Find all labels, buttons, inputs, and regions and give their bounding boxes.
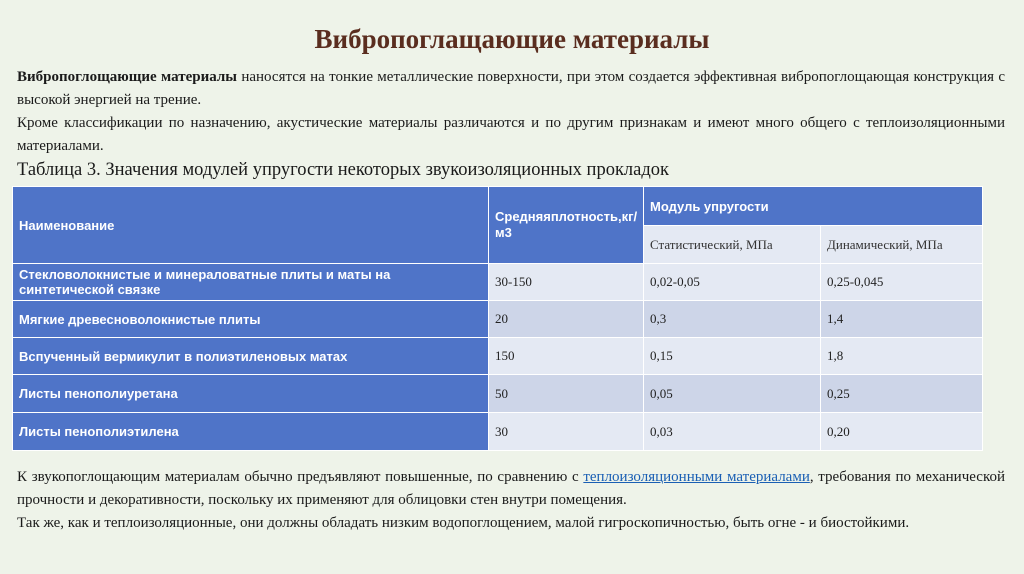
intro-text-1: наносятся на тонкие металлические поверхности, при этом создается эффективная вибропоглощающая конструкция с высокой энергией на трение. [17, 69, 1005, 108]
row-name: Листы пенополиэтилена [13, 413, 489, 451]
row-dynamic: 0,25-0,045 [821, 264, 983, 301]
row-static: 0,03 [644, 413, 821, 451]
intro-paragraph-2: Кроме классификации по назначению, акустические материалы различаются и по другим признакам и имеют много общего с теплоизоляционными материалами. [17, 115, 1005, 154]
row-static: 0,3 [644, 301, 821, 338]
elasticity-table [12, 186, 983, 451]
table-caption: Таблица 3. Значения модулей упругости некоторых звукоизоляционных прокладок [17, 160, 670, 180]
row-static: 0,02-0,05 [644, 264, 821, 301]
row-density: 30 [489, 413, 644, 451]
bold-term: Вибропоглощающие материалы [17, 69, 238, 85]
row-static: 0,05 [644, 375, 821, 413]
row-name: Листы пенополиуретана [13, 375, 489, 413]
table-row [13, 338, 983, 375]
row-name: Мягкие древесноволокнистые плиты [13, 301, 489, 338]
outro-text-before: К звукопоглощающим материалам обычно предъявляют повышенные, по сравнению с [17, 469, 584, 485]
row-dynamic: 1,4 [821, 301, 983, 338]
outro-text-after: , требования по механической прочности и декоративности, поскольку их применяют для облицовки стен внутри помещения. [17, 469, 1005, 508]
row-dynamic: 0,20 [821, 413, 983, 451]
table-row [13, 413, 983, 451]
subheader-dynamic: Динамический, МПа [821, 226, 983, 264]
table-row [13, 301, 983, 338]
insulation-materials-link[interactable]: теплоизоляционными материалами [583, 469, 810, 485]
header-modulus: Модуль упругости [644, 187, 983, 226]
outro-paragraph-1 [17, 466, 1005, 512]
row-static: 0,15 [644, 338, 821, 375]
subheader-static: Статистический, МПа [644, 226, 821, 264]
row-density: 20 [489, 301, 644, 338]
row-dynamic: 1,8 [821, 338, 983, 375]
row-dynamic: 0,25 [821, 375, 983, 413]
slide-title: Вибропоглащающие материалы [314, 24, 710, 54]
table-row [13, 375, 983, 413]
header-name: Наименование [13, 187, 489, 264]
row-density: 50 [489, 375, 644, 413]
header-density: Средняяплотность,кг/м3 [489, 187, 644, 264]
row-density: 30-150 [489, 264, 644, 301]
intro-paragraph-1 [17, 66, 1005, 112]
row-name: Вспученный вермикулит в полиэтиленовых матах [13, 338, 489, 375]
table-row [13, 264, 983, 301]
row-name: Стекловолокнистые и минераловатные плиты и маты на синтетической связке [13, 264, 489, 301]
row-density: 150 [489, 338, 644, 375]
outro-paragraph-2: Так же, как и теплоизоляционные, они должны обладать низким водопоглощением, малой гигроскопичностью, быть огне - и биостойкими. [17, 515, 910, 531]
